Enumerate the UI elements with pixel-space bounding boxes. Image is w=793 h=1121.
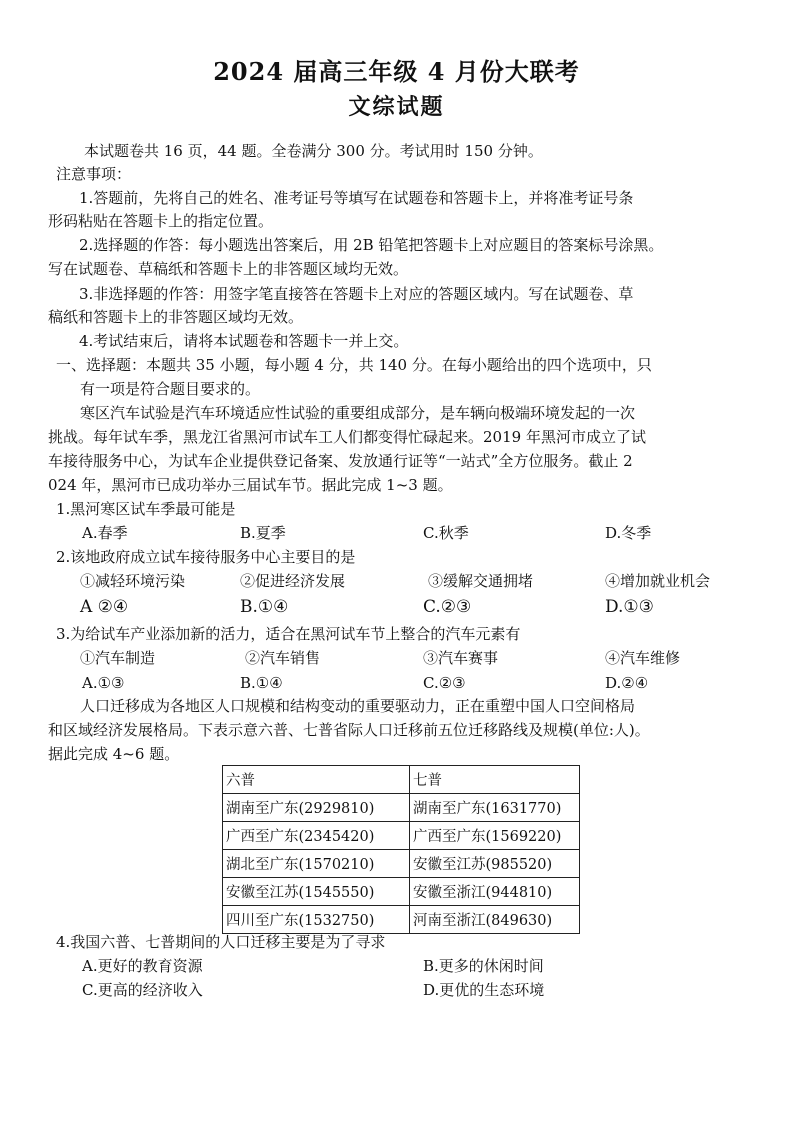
q2-option-a: A ②④ bbox=[80, 597, 129, 617]
notice-title: 注意事项： bbox=[56, 165, 132, 183]
notice-4: 4.考试结束后，请将本试题卷和答题卡一并上交。 bbox=[79, 332, 409, 350]
passage2-line: 和区域经济发展格局。下表示意六普、七普省际人口迁移前五位迁移路线及规模(单位:人)。 bbox=[48, 721, 650, 739]
exam-title: 2024 届高三年级 4 月份大联考 bbox=[213, 57, 580, 86]
table-cell: 广西至广东(1569220) bbox=[410, 822, 580, 850]
notice-3b: 稿纸和答题卡上的非答题区域均无效。 bbox=[48, 308, 304, 326]
table-cell: 广西至广东(2345420) bbox=[223, 822, 410, 850]
section-heading: 一、选择题：本题共 35 小题，每小题 4 分，共 140 分。在每小题给出的四个选项中，只 bbox=[56, 356, 652, 374]
q3-item-3: ③汽车赛事 bbox=[423, 649, 499, 667]
table-cell: 河南至浙江(849630) bbox=[410, 906, 580, 934]
passage1-line: 024 年，黑河市已成功举办三届试车节。据此完成 1~3 题。 bbox=[48, 476, 453, 494]
table-row bbox=[223, 906, 580, 934]
q1-option-d: D.冬季 bbox=[605, 524, 652, 542]
notice-2b: 写在试题卷、草稿纸和答题卡上的非答题区域均无效。 bbox=[48, 260, 409, 278]
q4-option-c: C.更高的经济收入 bbox=[82, 981, 203, 999]
question-2-stem: 2.该地政府成立试车接待服务中心主要目的是 bbox=[56, 548, 356, 566]
q2-option-b: B.①④ bbox=[240, 597, 289, 617]
table-cell: 湖南至广东(1631770) bbox=[410, 794, 580, 822]
table-cell: 安徽至浙江(944810) bbox=[410, 878, 580, 906]
q2-item-2: ②促进经济发展 bbox=[240, 572, 346, 590]
intro-line: 本试题卷共 16 页，44 题。全卷满分 300 分。考试用时 150 分钟。 bbox=[84, 142, 543, 160]
q3-option-c: C.②③ bbox=[423, 674, 466, 692]
notice-3a: 3.非选择题的作答：用签字笔直接答在答题卡上对应的答题区域内。写在试题卷、草 bbox=[79, 285, 634, 303]
q2-option-c: C.②③ bbox=[423, 597, 472, 617]
table-row bbox=[223, 878, 580, 906]
question-1-stem: 1.黑河寒区试车季最可能是 bbox=[56, 500, 236, 518]
question-3-stem: 3.为给试车产业添加新的活力，适合在黑河试车节上整合的汽车元素有 bbox=[56, 625, 521, 643]
passage2-line: 据此完成 4~6 题。 bbox=[48, 745, 180, 763]
migration-table bbox=[222, 765, 580, 934]
section-heading-cont: 有一项是符合题目要求的。 bbox=[80, 380, 261, 398]
q1-option-a: A.春季 bbox=[82, 524, 128, 542]
table-header-row bbox=[223, 766, 580, 794]
exam-subtitle: 文综试题 bbox=[348, 94, 445, 120]
q4-option-b: B.更多的休闲时间 bbox=[423, 957, 544, 975]
table-cell: 安徽至江苏(1545550) bbox=[223, 878, 410, 906]
q4-option-a: A.更好的教育资源 bbox=[82, 957, 203, 975]
question-4-stem: 4.我国六普、七普期间的人口迁移主要是为了寻求 bbox=[56, 933, 386, 951]
q3-item-4: ④汽车维修 bbox=[605, 649, 681, 667]
q3-item-2: ②汽车销售 bbox=[245, 649, 321, 667]
table-header-cell: 七普 bbox=[410, 766, 580, 794]
passage2-line: 人口迁移成为各地区人口规模和结构变动的重要驱动力，正在重塑中国人口空间格局 bbox=[80, 697, 636, 715]
q3-option-d: D.②④ bbox=[605, 674, 649, 692]
q2-option-d: D.①③ bbox=[605, 597, 654, 617]
q3-option-a: A.①③ bbox=[82, 674, 125, 692]
notice-1b: 形码粘贴在答题卡上的指定位置。 bbox=[48, 212, 274, 230]
table-row bbox=[223, 822, 580, 850]
q2-item-1: ①减轻环境污染 bbox=[80, 572, 186, 590]
q1-option-b: B.夏季 bbox=[240, 524, 286, 542]
table-cell: 湖北至广东(1570210) bbox=[223, 850, 410, 878]
table-row bbox=[223, 794, 580, 822]
passage1-line: 挑战。每年试车季，黑龙江省黑河市试车工人们都变得忙碌起来。2019 年黑河市成立了试 bbox=[48, 428, 646, 446]
table-cell: 安徽至江苏(985520) bbox=[410, 850, 580, 878]
q3-item-1: ①汽车制造 bbox=[80, 649, 156, 667]
table-cell: 四川至广东(1532750) bbox=[223, 906, 410, 934]
table-header-cell: 六普 bbox=[223, 766, 410, 794]
q1-option-c: C.秋季 bbox=[423, 524, 469, 542]
q4-option-d: D.更优的生态环境 bbox=[423, 981, 545, 999]
q2-item-4: ④增加就业机会 bbox=[605, 572, 711, 590]
table-row bbox=[223, 850, 580, 878]
q3-option-b: B.①④ bbox=[240, 674, 283, 692]
passage1-line: 车接待服务中心，为试车企业提供登记备案、发放通行证等“一站式”全方位服务。截止 2 bbox=[48, 452, 633, 470]
table-cell: 湖南至广东(2929810) bbox=[223, 794, 410, 822]
notice-2a: 2.选择题的作答：每小题选出答案后，用 2B 铅笔把答题卡上对应题目的答案标号涂黑。 bbox=[79, 236, 664, 254]
q2-item-3: ③缓解交通拥堵 bbox=[428, 572, 534, 590]
notice-1a: 1.答题前，先将自己的姓名、准考证号等填写在试题卷和答题卡上，并将准考证号条 bbox=[79, 189, 634, 207]
passage1-line: 寒区汽车试验是汽车环境适应性试验的重要组成部分，是车辆向极端环境发起的一次 bbox=[80, 404, 636, 422]
